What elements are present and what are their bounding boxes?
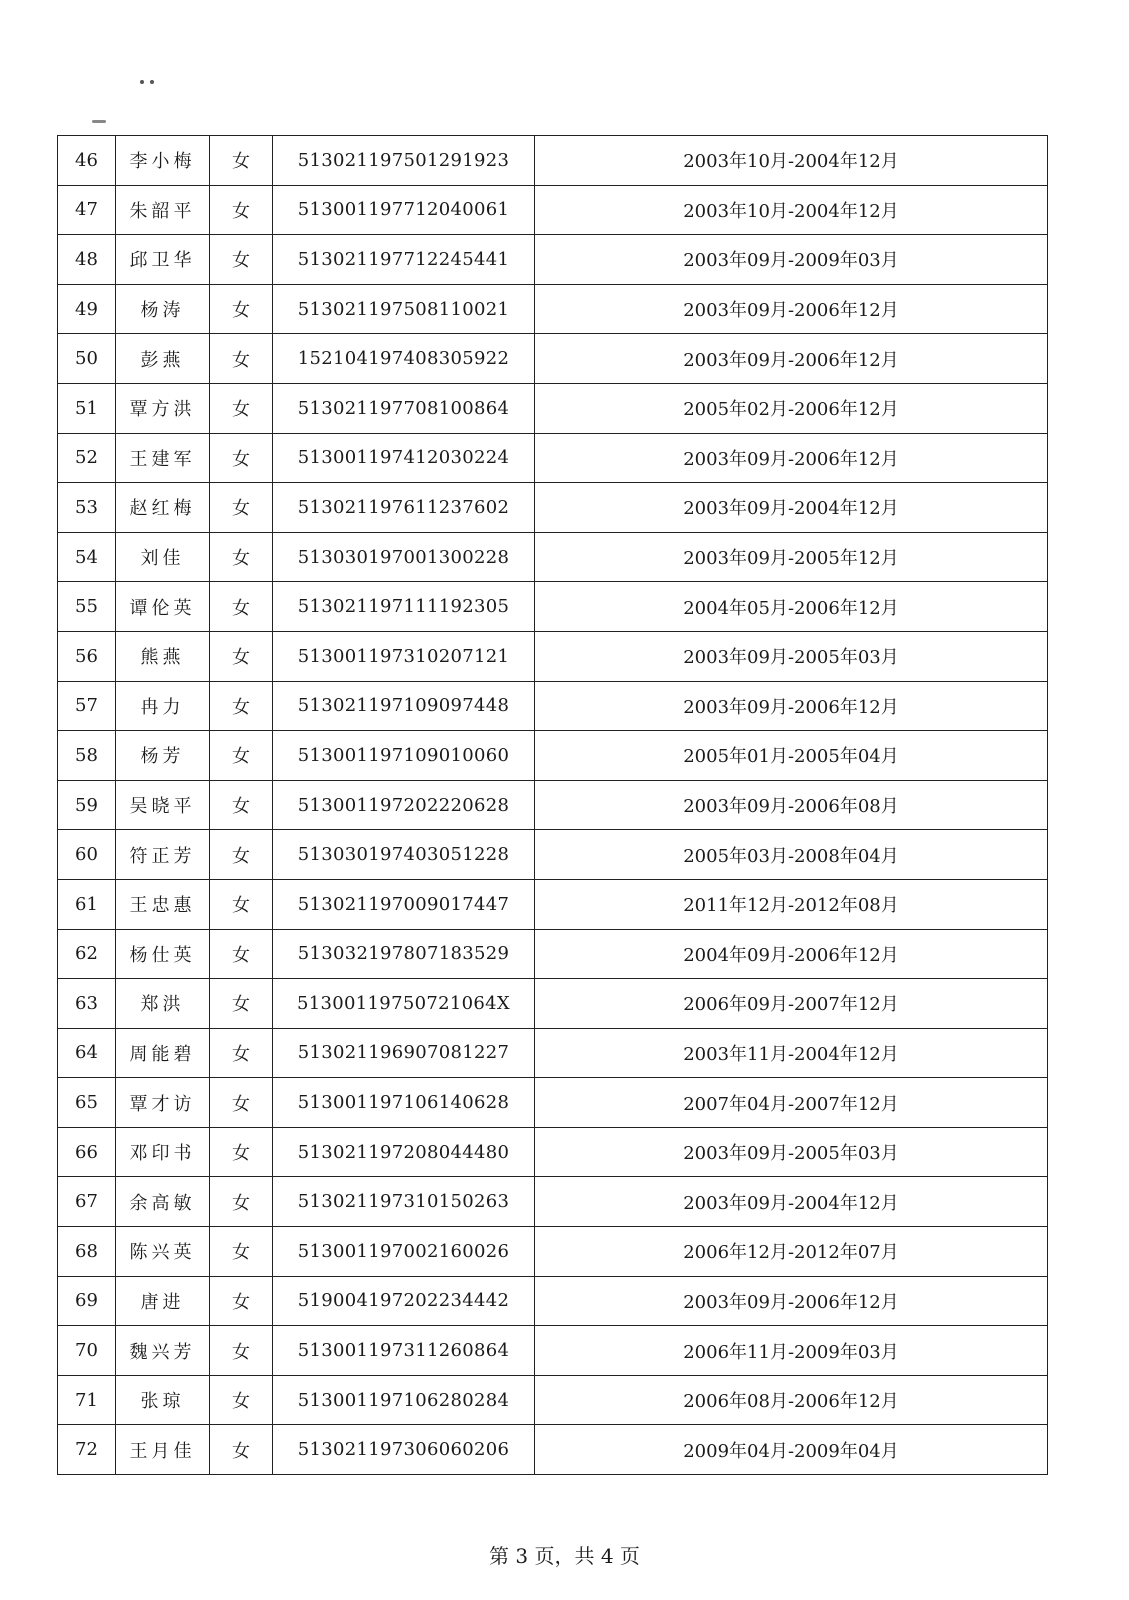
id-number-cell: 513021197708100864 [273,383,535,433]
service-period-cell: 2003年09月-2005年03月 [535,631,1048,681]
gender-cell: 女 [210,1276,273,1326]
row-number-cell: 71 [58,1375,116,1425]
row-number-cell: 46 [58,136,116,186]
person-name-cell: 杨芳 [116,731,210,781]
id-number-cell: 513032197807183529 [273,929,535,979]
records-table-body [58,136,1048,1475]
table-row [58,582,1048,632]
service-period-cell: 2004年05月-2006年12月 [535,582,1048,632]
service-period-cell: 2003年09月-2006年12月 [535,334,1048,384]
person-name-cell: 唐进 [116,1276,210,1326]
row-number-cell: 48 [58,235,116,285]
scan-speck [140,80,144,84]
id-number-cell: 513021197208044480 [273,1127,535,1177]
row-number-cell: 56 [58,631,116,681]
row-number-cell: 50 [58,334,116,384]
row-number-cell: 47 [58,185,116,235]
person-name-cell: 余高敏 [116,1177,210,1227]
gender-cell: 女 [210,1127,273,1177]
row-number-cell: 66 [58,1127,116,1177]
gender-cell: 女 [210,185,273,235]
service-period-cell: 2005年02月-2006年12月 [535,383,1048,433]
table-row [58,433,1048,483]
gender-cell: 女 [210,1078,273,1128]
table-row [58,879,1048,929]
row-number-cell: 51 [58,383,116,433]
person-name-cell: 周能碧 [116,1028,210,1078]
gender-cell: 女 [210,631,273,681]
person-name-cell: 赵红梅 [116,483,210,533]
gender-cell: 女 [210,334,273,384]
gender-cell: 女 [210,483,273,533]
table-row [58,383,1048,433]
row-number-cell: 68 [58,1227,116,1277]
service-period-cell: 2003年11月-2004年12月 [535,1028,1048,1078]
gender-cell: 女 [210,1177,273,1227]
person-name-cell: 王月佳 [116,1425,210,1475]
table-row [58,979,1048,1029]
person-name-cell: 邓印书 [116,1127,210,1177]
table-row [58,235,1048,285]
service-period-cell: 2006年08月-2006年12月 [535,1375,1048,1425]
table-row [58,731,1048,781]
page-footer: 第 3 页，共 4 页 [489,1544,640,1568]
id-number-cell: 513021197508110021 [273,284,535,334]
person-name-cell: 彭燕 [116,334,210,384]
person-name-cell: 王忠惠 [116,879,210,929]
id-number-cell: 513001197202220628 [273,780,535,830]
id-number-cell: 513001197106140628 [273,1078,535,1128]
person-name-cell: 熊燕 [116,631,210,681]
id-number-cell: 513001197106280284 [273,1375,535,1425]
person-name-cell: 朱韶平 [116,185,210,235]
row-number-cell: 60 [58,830,116,880]
person-name-cell: 王建军 [116,433,210,483]
person-name-cell: 魏兴芳 [116,1326,210,1376]
person-name-cell: 覃才访 [116,1078,210,1128]
id-number-cell: 513021197611237602 [273,483,535,533]
id-number-cell: 513001197310207121 [273,631,535,681]
scan-speck [150,80,154,84]
person-name-cell: 符正芳 [116,830,210,880]
row-number-cell: 62 [58,929,116,979]
id-number-cell: 513001197109010060 [273,731,535,781]
gender-cell: 女 [210,1326,273,1376]
row-number-cell: 57 [58,681,116,731]
table-row [58,1127,1048,1177]
gender-cell: 女 [210,681,273,731]
gender-cell: 女 [210,1375,273,1425]
id-number-cell: 513021197111192305 [273,582,535,632]
id-number-cell: 513021197310150263 [273,1177,535,1227]
service-period-cell: 2003年09月-2004年12月 [535,483,1048,533]
row-number-cell: 54 [58,532,116,582]
row-number-cell: 61 [58,879,116,929]
service-period-cell: 2006年09月-2007年12月 [535,979,1048,1029]
gender-cell: 女 [210,929,273,979]
service-period-cell: 2003年09月-2004年12月 [535,1177,1048,1227]
service-period-cell: 2004年09月-2006年12月 [535,929,1048,979]
table-row [58,1227,1048,1277]
id-number-cell: 513030197001300228 [273,532,535,582]
table-row [58,1078,1048,1128]
person-name-cell: 杨涛 [116,284,210,334]
table-row [58,780,1048,830]
id-number-cell: 513021197501291923 [273,136,535,186]
gender-cell: 女 [210,780,273,830]
table-row [58,1177,1048,1227]
table-row [58,631,1048,681]
id-number-cell: 513001197712040061 [273,185,535,235]
gender-cell: 女 [210,532,273,582]
row-number-cell: 69 [58,1276,116,1326]
person-name-cell: 谭伦英 [116,582,210,632]
gender-cell: 女 [210,582,273,632]
service-period-cell: 2006年12月-2012年07月 [535,1227,1048,1277]
row-number-cell: 70 [58,1326,116,1376]
id-number-cell: 152104197408305922 [273,334,535,384]
id-number-cell: 513021196907081227 [273,1028,535,1078]
service-period-cell: 2003年10月-2004年12月 [535,136,1048,186]
table-row [58,532,1048,582]
gender-cell: 女 [210,731,273,781]
gender-cell: 女 [210,1028,273,1078]
table-row [58,185,1048,235]
id-number-cell: 519004197202234442 [273,1276,535,1326]
service-period-cell: 2003年09月-2006年12月 [535,433,1048,483]
table-row [58,1326,1048,1376]
row-number-cell: 52 [58,433,116,483]
person-name-cell: 冉力 [116,681,210,731]
table-row [58,1276,1048,1326]
service-period-cell: 2006年11月-2009年03月 [535,1326,1048,1376]
id-number-cell: 513021197109097448 [273,681,535,731]
gender-cell: 女 [210,830,273,880]
row-number-cell: 64 [58,1028,116,1078]
gender-cell: 女 [210,136,273,186]
gender-cell: 女 [210,433,273,483]
table-row [58,681,1048,731]
id-number-cell: 513001197412030224 [273,433,535,483]
person-name-cell: 张琼 [116,1375,210,1425]
scan-speck [92,120,106,123]
service-period-cell: 2003年09月-2005年03月 [535,1127,1048,1177]
records-table [57,135,1048,1475]
row-number-cell: 59 [58,780,116,830]
service-period-cell: 2011年12月-2012年08月 [535,879,1048,929]
row-number-cell: 67 [58,1177,116,1227]
table-row [58,830,1048,880]
gender-cell: 女 [210,979,273,1029]
id-number-cell: 513030197403051228 [273,830,535,880]
id-number-cell: 51300119750721064X [273,979,535,1029]
service-period-cell: 2003年09月-2009年03月 [535,235,1048,285]
service-period-cell: 2003年09月-2006年08月 [535,780,1048,830]
row-number-cell: 65 [58,1078,116,1128]
service-period-cell: 2007年04月-2007年12月 [535,1078,1048,1128]
person-name-cell: 杨仕英 [116,929,210,979]
person-name-cell: 李小梅 [116,136,210,186]
service-period-cell: 2003年09月-2006年12月 [535,1276,1048,1326]
table-row [58,136,1048,186]
gender-cell: 女 [210,284,273,334]
table-row [58,483,1048,533]
gender-cell: 女 [210,235,273,285]
gender-cell: 女 [210,1227,273,1277]
row-number-cell: 72 [58,1425,116,1475]
table-row [58,284,1048,334]
id-number-cell: 513021197712245441 [273,235,535,285]
row-number-cell: 55 [58,582,116,632]
row-number-cell: 58 [58,731,116,781]
person-name-cell: 陈兴英 [116,1227,210,1277]
gender-cell: 女 [210,879,273,929]
gender-cell: 女 [210,383,273,433]
service-period-cell: 2005年03月-2008年04月 [535,830,1048,880]
table-row [58,334,1048,384]
id-number-cell: 513001197002160026 [273,1227,535,1277]
table-row [58,1028,1048,1078]
person-name-cell: 刘佳 [116,532,210,582]
gender-cell: 女 [210,1425,273,1475]
service-period-cell: 2003年09月-2006年12月 [535,681,1048,731]
service-period-cell: 2003年09月-2006年12月 [535,284,1048,334]
row-number-cell: 49 [58,284,116,334]
id-number-cell: 513021197306060206 [273,1425,535,1475]
table-row [58,929,1048,979]
person-name-cell: 邱卫华 [116,235,210,285]
row-number-cell: 63 [58,979,116,1029]
service-period-cell: 2003年09月-2005年12月 [535,532,1048,582]
service-period-cell: 2005年01月-2005年04月 [535,731,1048,781]
row-number-cell: 53 [58,483,116,533]
person-name-cell: 吴晓平 [116,780,210,830]
service-period-cell: 2009年04月-2009年04月 [535,1425,1048,1475]
service-period-cell: 2003年10月-2004年12月 [535,185,1048,235]
person-name-cell: 覃方洪 [116,383,210,433]
id-number-cell: 513021197009017447 [273,879,535,929]
person-name-cell: 郑洪 [116,979,210,1029]
table-row [58,1375,1048,1425]
id-number-cell: 513001197311260864 [273,1326,535,1376]
table-row [58,1425,1048,1475]
